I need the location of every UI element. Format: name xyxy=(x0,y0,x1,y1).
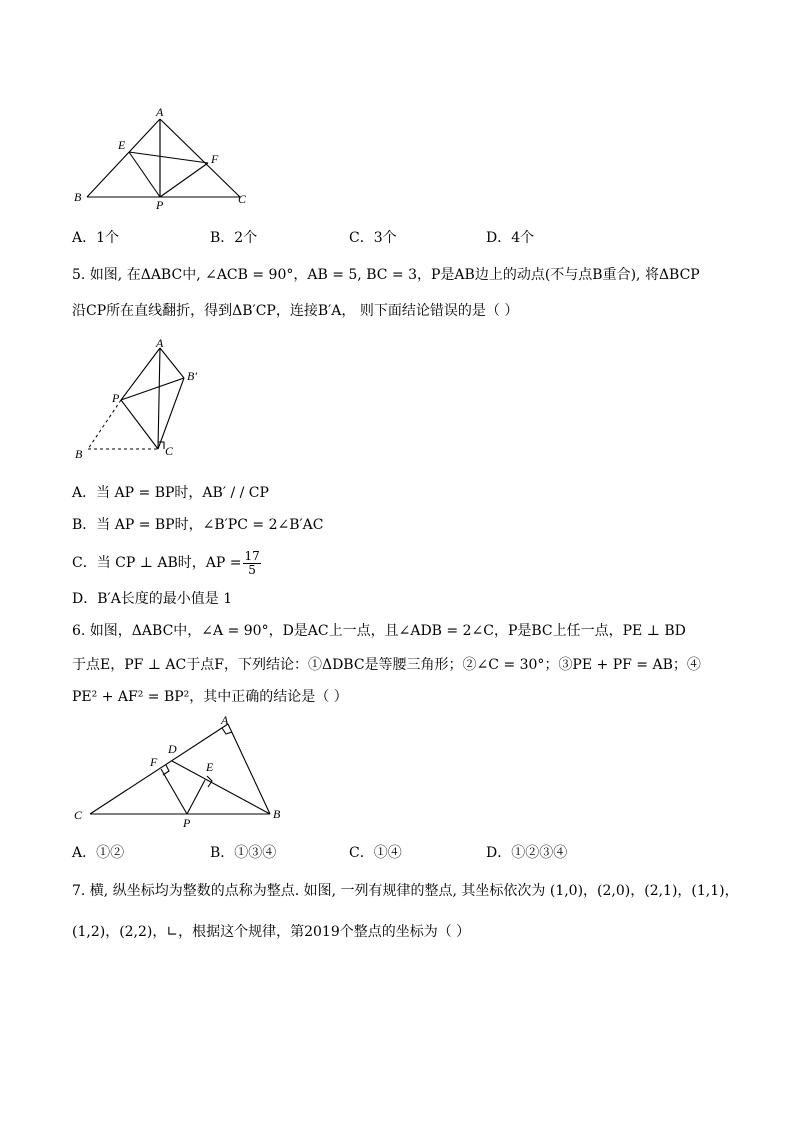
q4-option-b: B．2个 xyxy=(210,230,258,246)
q6-stem-line2: 于点E，PF ⊥ AC于点F，下列结论：①ΔDBC是等腰三角形；②∠C = 30°；③PE + PF = AB；④ xyxy=(72,657,701,673)
fig5-label-C: C xyxy=(165,444,174,458)
fig4-label-P: P xyxy=(156,198,164,212)
q6-option-c: C．①④ xyxy=(349,845,402,861)
q5-option-c xyxy=(72,548,261,578)
q6-option-b: B．①③④ xyxy=(210,845,277,861)
q4-option-d: D．4个 xyxy=(486,230,535,246)
q4-figure xyxy=(70,105,260,213)
q6-stem-line3: PE² + AF² = BP²，其中正确的结论是（ ） xyxy=(72,689,348,705)
q4-option-a: A．1个 xyxy=(72,230,120,246)
fig6-label-P: P xyxy=(183,816,191,830)
fig4-label-B: B xyxy=(74,190,82,204)
q5-stem-line1: 5. 如图, 在ΔABC中, ∠ACB = 90°，AB = 5, BC = 3，P是AB边上的动点(不与点B重合), 将ΔBCP xyxy=(72,267,700,283)
fig6-label-E: E xyxy=(206,760,214,774)
q5-option-b: B．当 AP = BP时，∠B′PC = 2∠B′AC xyxy=(72,517,324,533)
fig4-label-F: F xyxy=(211,152,219,166)
fig6-label-F: F xyxy=(150,755,158,769)
q6-option-a: A．①② xyxy=(72,845,125,861)
fig4-label-C: C xyxy=(238,192,247,206)
q5-figure xyxy=(70,336,210,464)
q7-stem-line2: (1,2)，(2,2)，∟，根据这个规律，第2019个整点的坐标为（ ） xyxy=(72,924,471,940)
fig4-label-A: A xyxy=(156,105,164,119)
q5-option-a: A．当 AP = BP时，AB′ / / CP xyxy=(72,485,269,501)
fig5-label-B: B xyxy=(75,447,83,461)
fig5-label-Bprime: B′ xyxy=(187,369,197,383)
fig4-label-E: E xyxy=(118,138,126,152)
q6-figure xyxy=(70,710,295,830)
q6-option-d: D．①②③④ xyxy=(486,845,568,861)
fig6-label-B: B xyxy=(273,807,281,821)
fraction-denominator: 5 xyxy=(248,562,256,577)
fig6-label-C: C xyxy=(74,808,83,822)
fig6-label-A: A xyxy=(221,713,229,727)
q5-option-c-fraction xyxy=(243,550,260,577)
q6-stem-line1: 6. 如图，ΔABC中，∠A = 90°，D是AC上一点，且∠ADB = 2∠C，P是BC上任一点，PE ⊥ BD xyxy=(72,623,686,639)
fig6-label-D: D xyxy=(168,742,177,756)
q5-stem-line2: 沿CP所在直线翻折，得到ΔB′CP，连接B′A， 则下面结论错误的是（ ） xyxy=(72,303,519,319)
fig5-label-P: P xyxy=(112,391,120,405)
fraction-numerator: 17 xyxy=(244,548,260,563)
q5-option-d: D．B′A长度的最小值是 1 xyxy=(72,591,233,607)
fig5-label-A: A xyxy=(156,336,164,350)
q4-option-c: C．3个 xyxy=(349,230,397,246)
q5-option-c-text: C．当 CP ⊥ AB时，AP = xyxy=(72,555,242,571)
q7-stem-line1: 7. 横, 纵坐标均为整数的点称为整点. 如图, 一列有规律的整点, 其坐标依次为 (1,0)，(2,0)，(2,1)，(1,1)， xyxy=(72,883,739,899)
